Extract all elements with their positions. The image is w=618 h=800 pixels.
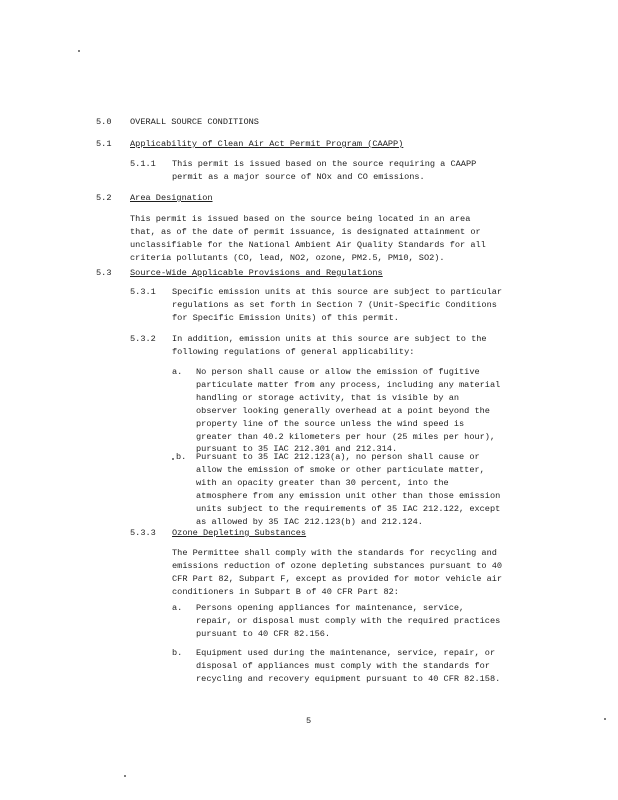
text-line: No person shall cause or allow the emission of fugitive bbox=[196, 367, 480, 377]
text-line: atmosphere from any emission unit other than those emission bbox=[196, 490, 501, 501]
text-line: pursuant to 40 CFR 82.156. bbox=[196, 628, 331, 639]
text-line: recycling and recovery equipment pursuant to 40 CFR 82.158. bbox=[196, 673, 501, 684]
section-title: OVERALL SOURCE CONDITIONS bbox=[130, 117, 259, 127]
text-line: Specific emission units at this source are subject to particular bbox=[172, 287, 503, 297]
subsection-number: 5.3.2 bbox=[130, 334, 156, 344]
item-label: b. bbox=[176, 452, 187, 462]
subsection-number: 5.1.1 bbox=[130, 159, 156, 169]
text-line: pursuant to 35 IAC 212.301 and 212.314. bbox=[196, 444, 398, 455]
text-line: repair, or disposal must comply with the required practices bbox=[196, 615, 501, 626]
text-line: Persons opening appliances for maintenance, service, bbox=[196, 603, 465, 613]
text-line: greater than 40.2 kilometers per hour (25 miles per hour), bbox=[196, 431, 496, 442]
text-line: regulations as set forth in Section 7 (Unit-Specific Conditions bbox=[172, 299, 497, 310]
scan-speck bbox=[78, 50, 80, 52]
item-text bbox=[196, 602, 500, 641]
text-line: disposal of appliances must comply with the standards for bbox=[196, 660, 490, 671]
text-line: criteria pollutants (CO, lead, NO2, ozone, PM2.5, PM10, SO2). bbox=[130, 252, 445, 263]
scan-speck bbox=[172, 458, 174, 460]
text-line: conditioners in Subpart B of 40 CFR Part 82: bbox=[172, 586, 399, 597]
subsection-text bbox=[172, 333, 487, 359]
text-line: Pursuant to 35 IAC 212.123(a), no person shall cause or bbox=[196, 452, 480, 462]
text-line: that, as of the date of permit issuance, is designated attainment or bbox=[130, 226, 481, 237]
text-line: unclassifiable for the National Ambient Air Quality Standards for all bbox=[130, 239, 486, 250]
text-line: for Specific Emission Units) of this permit. bbox=[172, 312, 399, 323]
page-number: 5 bbox=[306, 716, 312, 726]
text-line: with an opacity greater than 30 percent, into the bbox=[196, 477, 449, 488]
subsection-text bbox=[172, 158, 476, 184]
item-text bbox=[196, 366, 500, 456]
text-line: units subject to the requirements of 35 IAC 212.122, except bbox=[196, 503, 501, 514]
section-number: 5.1 bbox=[96, 139, 112, 149]
item-text bbox=[196, 647, 500, 686]
text-line: emissions reduction of ozone depleting substances pursuant to 40 bbox=[172, 560, 503, 571]
subsection-text bbox=[172, 547, 502, 599]
section-title: Source-Wide Applicable Provisions and Regulations bbox=[130, 268, 383, 278]
section-number: 5.2 bbox=[96, 193, 112, 203]
text-line: as allowed by 35 IAC 212.123(b) and 212.124. bbox=[196, 516, 423, 527]
item-text bbox=[196, 451, 500, 528]
section-number: 5.3 bbox=[96, 268, 112, 278]
text-line: observer looking generally overhead at a point beyond the bbox=[196, 405, 490, 416]
section-title: Area Designation bbox=[130, 193, 213, 203]
text-line: The Permittee shall comply with the standards for recycling and bbox=[172, 548, 497, 558]
text-line: This permit is issued based on the source requiring a CAAPP bbox=[172, 159, 477, 169]
subsection-title: Ozone Depleting Substances bbox=[172, 528, 307, 538]
item-label: b. bbox=[172, 648, 183, 658]
subsection-number: 5.3.1 bbox=[130, 287, 156, 297]
subsection-number: 5.3.3 bbox=[130, 528, 156, 538]
text-line: handling or storage activity, that is visible by an bbox=[196, 392, 460, 403]
paragraph bbox=[130, 213, 486, 265]
text-line: allow the emission of smoke or other particulate matter, bbox=[196, 464, 485, 475]
text-line: permit as a major source of NOx and CO emissions. bbox=[172, 171, 425, 182]
section-title: Applicability of Clean Air Act Permit Program (CAAPP) bbox=[130, 139, 404, 149]
text-line: property line of the source unless the wind speed is bbox=[196, 418, 465, 429]
item-label: a. bbox=[172, 603, 183, 613]
text-line: following regulations of general applicability: bbox=[172, 346, 415, 357]
text-line: particulate matter from any process, including any material bbox=[196, 379, 501, 390]
text-line: In addition, emission units at this source are subject to the bbox=[172, 334, 487, 344]
scan-speck bbox=[604, 718, 606, 720]
text-line: This permit is issued based on the source being located in an area bbox=[130, 214, 471, 224]
scan-speck bbox=[124, 775, 126, 777]
text-line: CFR Part 82, Subpart F, except as provided for motor vehicle air bbox=[172, 573, 503, 584]
text-line: Equipment used during the maintenance, service, repair, or bbox=[196, 648, 496, 658]
section-number: 5.0 bbox=[96, 117, 112, 127]
item-label: a. bbox=[172, 367, 183, 377]
subsection-text bbox=[172, 286, 502, 325]
